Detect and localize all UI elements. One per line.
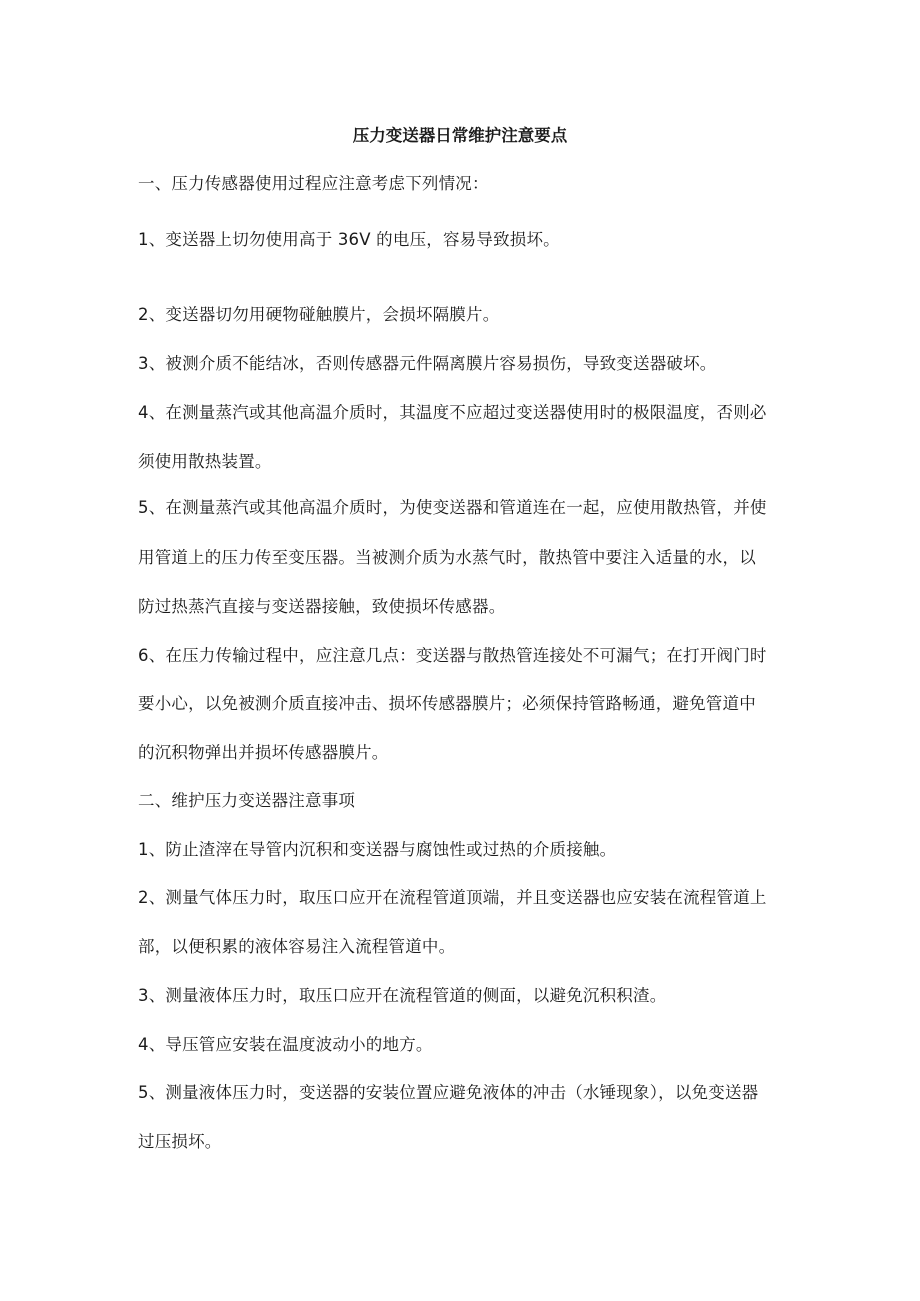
paragraph-line: 1、防止渣滓在导管内沉积和变送器与腐蚀性或过热的介质接触。 xyxy=(138,840,617,859)
section-heading-2: 二、维护压力变送器注意事项 xyxy=(138,791,356,810)
section-heading-1: 一、压力传感器使用过程应注意考虑下列情况： xyxy=(138,174,489,193)
paragraph-line: 2、变送器切勿用硬物碰触膜片，会损坏隔膜片。 xyxy=(138,305,500,324)
paragraph-line: 1、变送器上切勿使用高于 36V 的电压，容易导致损坏。 xyxy=(138,230,560,249)
paragraph-line: 用管道上的压力传至变压器。当被测介质为水蒸气时，散热管中要注入适量的水，以 xyxy=(138,548,756,567)
document-title: 压力变送器日常维护注意要点 xyxy=(352,126,568,145)
paragraph-line: 3、被测介质不能结冰，否则传感器元件隔离膜片容易损伤，导致变送器破坏。 xyxy=(138,354,717,373)
paragraph-line: 须使用散热装置。 xyxy=(138,452,272,471)
paragraph-line: 2、测量气体压力时，取压口应开在流程管道顶端，并且变送器也应安装在流程管道上 xyxy=(138,888,767,907)
paragraph-line: 5、在测量蒸汽或其他高温介质时，为使变送器和管道连在一起，应使用散热管，并使 xyxy=(138,498,767,517)
paragraph-line: 要小心，以免被测介质直接冲击、损坏传感器膜片；必须保持管路畅通，避免管道中 xyxy=(138,694,756,713)
paragraph-line: 3、测量液体压力时，取压口应开在流程管道的侧面，以避免沉积积渣。 xyxy=(138,986,667,1005)
paragraph-line: 5、测量液体压力时，变送器的安装位置应避免液体的冲击（水锤现象），以免变送器 xyxy=(138,1083,759,1102)
paragraph-line: 的沉积物弹出并损坏传感器膜片。 xyxy=(138,743,389,762)
paragraph-line: 过压损坏。 xyxy=(138,1132,222,1151)
paragraph-line: 4、在测量蒸汽或其他高温介质时，其温度不应超过变送器使用时的极限温度，否则必 xyxy=(138,403,767,422)
paragraph-line: 防过热蒸汽直接与变送器接触，致使损坏传感器。 xyxy=(138,597,506,616)
paragraph-line: 部，以便积累的液体容易注入流程管道中。 xyxy=(138,937,456,956)
paragraph-line: 4、导压管应安装在温度波动小的地方。 xyxy=(138,1035,433,1054)
paragraph-line: 6、在压力传输过程中，应注意几点：变送器与散热管连接处不可漏气；在打开阀门时 xyxy=(138,646,767,665)
